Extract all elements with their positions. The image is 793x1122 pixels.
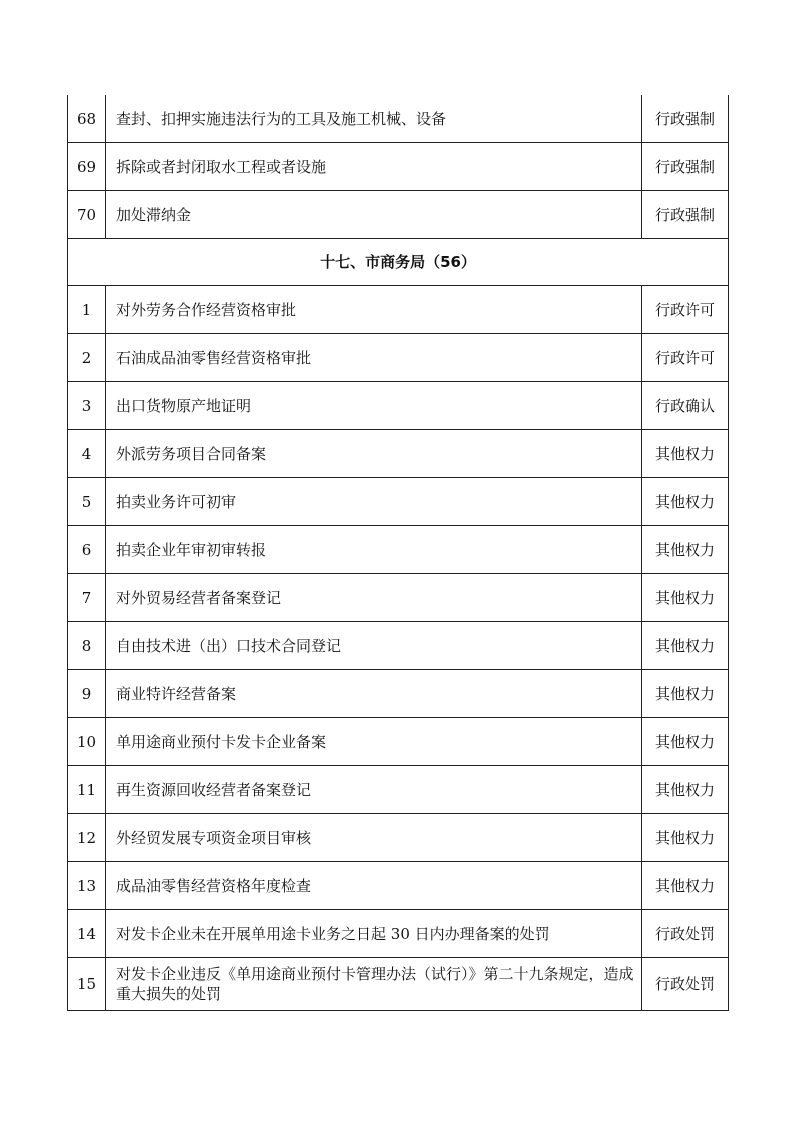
- table-row: [68, 95, 729, 143]
- power-type: 行政许可: [642, 286, 729, 334]
- row-number: 5: [68, 478, 106, 526]
- power-type: 行政确认: [642, 382, 729, 430]
- power-type: 行政处罚: [642, 910, 729, 958]
- table-row: [68, 670, 729, 718]
- section-header-row: [68, 239, 729, 286]
- row-number: 11: [68, 766, 106, 814]
- table-row: [68, 910, 729, 958]
- power-type: 行政强制: [642, 95, 729, 143]
- power-type: 其他权力: [642, 718, 729, 766]
- power-type: 其他权力: [642, 574, 729, 622]
- power-type: 其他权力: [642, 478, 729, 526]
- item-name: 再生资源回收经营者备案登记: [106, 766, 642, 814]
- table-row: [68, 191, 729, 239]
- table-row: [68, 478, 729, 526]
- item-name: 外派劳务项目合同备案: [106, 430, 642, 478]
- row-number: 7: [68, 574, 106, 622]
- item-name: 成品油零售经营资格年度检查: [106, 862, 642, 910]
- table-row: [68, 958, 729, 1011]
- item-name: 拍卖企业年审初审转报: [106, 526, 642, 574]
- row-number: 68: [68, 95, 106, 143]
- section-title: 十七、市商务局（56）: [68, 239, 729, 286]
- power-type: 其他权力: [642, 670, 729, 718]
- table-row: [68, 718, 729, 766]
- item-name: 石油成品油零售经营资格审批: [106, 334, 642, 382]
- row-number: 3: [68, 382, 106, 430]
- row-number: 15: [68, 958, 106, 1011]
- item-name: 加处滞纳金: [106, 191, 642, 239]
- table-row: [68, 766, 729, 814]
- item-name: 对外劳务合作经营资格审批: [106, 286, 642, 334]
- table-row: [68, 622, 729, 670]
- power-list-table: [67, 95, 729, 1011]
- row-number: 70: [68, 191, 106, 239]
- table-row: [68, 334, 729, 382]
- table-row: [68, 430, 729, 478]
- power-type: 其他权力: [642, 622, 729, 670]
- row-number: 9: [68, 670, 106, 718]
- power-type: 其他权力: [642, 766, 729, 814]
- item-name: 对外贸易经营者备案登记: [106, 574, 642, 622]
- power-type: 行政强制: [642, 143, 729, 191]
- power-type: 行政强制: [642, 191, 729, 239]
- item-name: 拆除或者封闭取水工程或者设施: [106, 143, 642, 191]
- row-number: 12: [68, 814, 106, 862]
- row-number: 69: [68, 143, 106, 191]
- row-number: 13: [68, 862, 106, 910]
- row-number: 2: [68, 334, 106, 382]
- item-name: 拍卖业务许可初审: [106, 478, 642, 526]
- item-name: 自由技术进（出）口技术合同登记: [106, 622, 642, 670]
- item-name: 对发卡企业违反《单用途商业预付卡管理办法（试行）》第二十九条规定，造成重大损失的处罚: [106, 958, 642, 1011]
- row-number: 1: [68, 286, 106, 334]
- row-number: 10: [68, 718, 106, 766]
- table-row: [68, 574, 729, 622]
- item-name: 对发卡企业未在开展单用途卡业务之日起 30 日内办理备案的处罚: [106, 910, 642, 958]
- item-name: 出口货物原产地证明: [106, 382, 642, 430]
- table-row: [68, 814, 729, 862]
- power-type: 行政许可: [642, 334, 729, 382]
- power-type: 行政处罚: [642, 958, 729, 1011]
- item-name: 商业特许经营备案: [106, 670, 642, 718]
- power-type: 其他权力: [642, 430, 729, 478]
- table-row: [68, 862, 729, 910]
- row-number: 4: [68, 430, 106, 478]
- row-number: 8: [68, 622, 106, 670]
- item-name: 外经贸发展专项资金项目审核: [106, 814, 642, 862]
- table-row: [68, 286, 729, 334]
- row-number: 6: [68, 526, 106, 574]
- table-row: [68, 143, 729, 191]
- table-row: [68, 382, 729, 430]
- power-type: 其他权力: [642, 862, 729, 910]
- power-type: 其他权力: [642, 526, 729, 574]
- item-name: 单用途商业预付卡发卡企业备案: [106, 718, 642, 766]
- table-row: [68, 526, 729, 574]
- item-name: 查封、扣押实施违法行为的工具及施工机械、设备: [106, 95, 642, 143]
- row-number: 14: [68, 910, 106, 958]
- power-type: 其他权力: [642, 814, 729, 862]
